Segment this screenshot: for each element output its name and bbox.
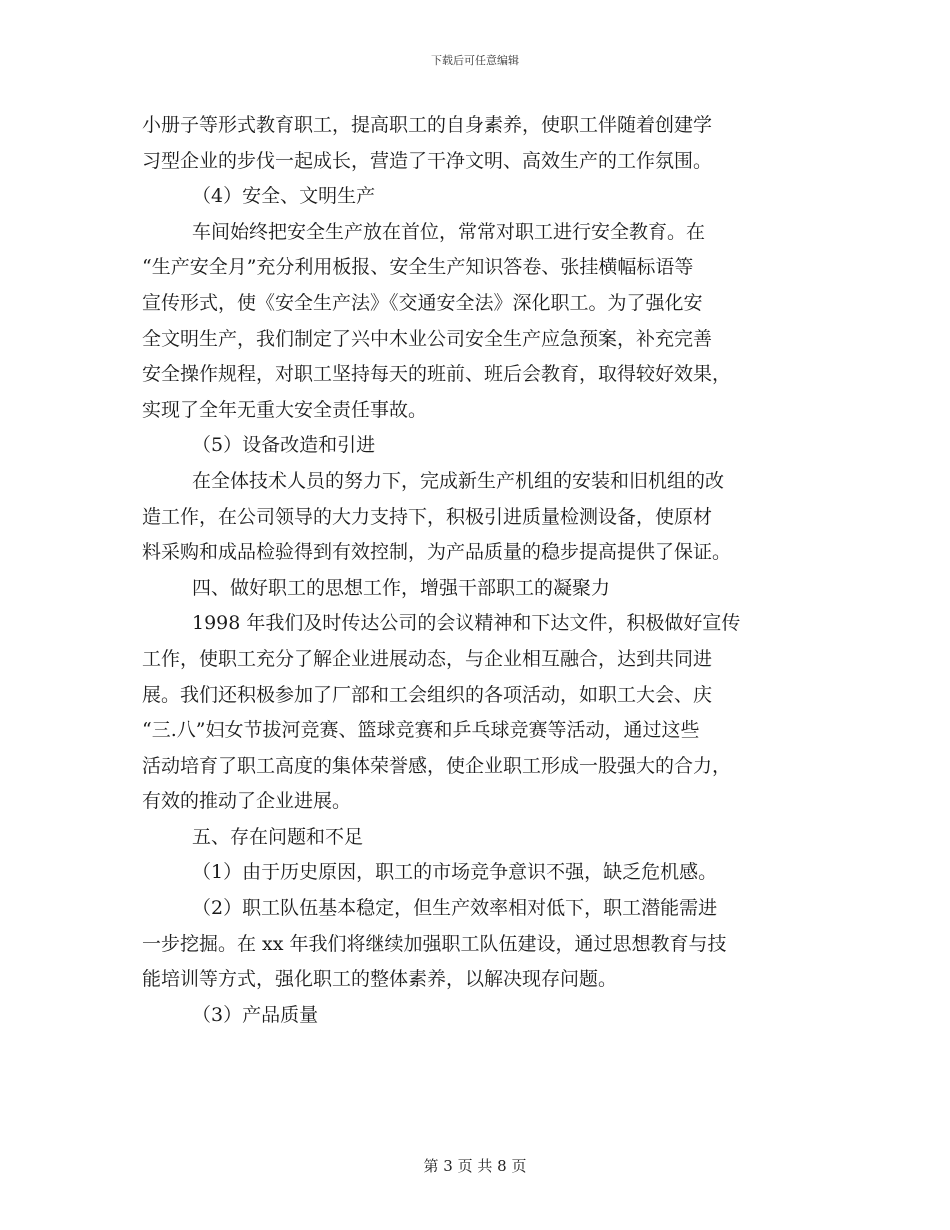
text-line: 料采购和成品检验得到有效控制，为产品质量的稳步提高提供了保证。 (142, 541, 732, 564)
text-line: （2）职工队伍基本稳定，但生产效率相对低下，职工潜能需进 (192, 897, 718, 920)
text-line: 在全体技术人员的努力下，完成新生产机组的安装和旧机组的改 (192, 469, 725, 492)
text-line: 1998 年我们及时传达公司的会议精神和下达文件，积极做好宣传 (192, 612, 741, 635)
page-number-footer: 第 3 页 共 8 页 (423, 1157, 527, 1175)
text-line: 有效的推动了企业进展。 (142, 790, 352, 813)
text-line: 一步挖掘。在 xx 年我们将继续加强职工队伍建设，通过思想教育与技 (142, 932, 727, 955)
text-line: 实现了全年无重大安全责任事故。 (142, 398, 428, 421)
text-line: 工作，使职工充分了解企业进展动态，与企业相互融合，达到共同进 (142, 647, 713, 670)
text-line: 展。我们还积极参加了厂部和工会组织的各项活动，如职工大会、庆 (142, 683, 713, 706)
text-line: 造工作，在公司领导的大力支持下，积极引进质量检测设备，使原材 (142, 505, 713, 528)
text-line: 安全操作规程，对职工坚持每天的班前、班后会教育，取得较好效果， (142, 363, 732, 386)
text-line: 宣传形式，使《安全生产法》《交通安全法》深化职工。为了强化安 (142, 291, 703, 314)
text-line: 五、存在问题和不足 (192, 825, 364, 848)
text-line: 活动培育了职工高度的集体荣誉感，使企业职工形成一股强大的合力， (142, 754, 732, 777)
text-line: “生产安全月”充分利用板报、安全生产知识答卷、张挂横幅标语等 (142, 256, 694, 279)
text-line: 四、做好职工的思想工作，增强干部职工的凝聚力 (192, 576, 611, 599)
text-line: 全文明生产，我们制定了兴中木业公司安全生产应急预案，补充完善 (142, 327, 713, 350)
text-line: “三.八”妇女节拔河竞赛、篮球竞赛和乒乓球竞赛等活动，通过这些 (142, 719, 700, 742)
text-line: 能培训等方式，强化职工的整体素养，以解决现存问题。 (142, 968, 618, 991)
text-line: （3）产品质量 (192, 1003, 319, 1026)
document-body (142, 108, 810, 1033)
text-line: 小册子等形式教育职工，提高职工的自身素养，使职工伴随着创建学 (142, 114, 713, 136)
text-line: （4）安全、文明生产 (192, 185, 376, 208)
text-line: 习型企业的步伐一起成长，营造了干净文明、高效生产的工作氛围。 (142, 149, 713, 172)
page-header: 下载后可任意编辑 (431, 54, 519, 67)
text-line: 车间始终把安全生产放在首位，常常对职工进行安全教育。在 (192, 220, 706, 243)
text-line: （1）由于历史原因，职工的市场竞争意识不强，缺乏危机感。 (192, 861, 718, 884)
text-line: （5）设备改造和引进 (192, 434, 376, 457)
